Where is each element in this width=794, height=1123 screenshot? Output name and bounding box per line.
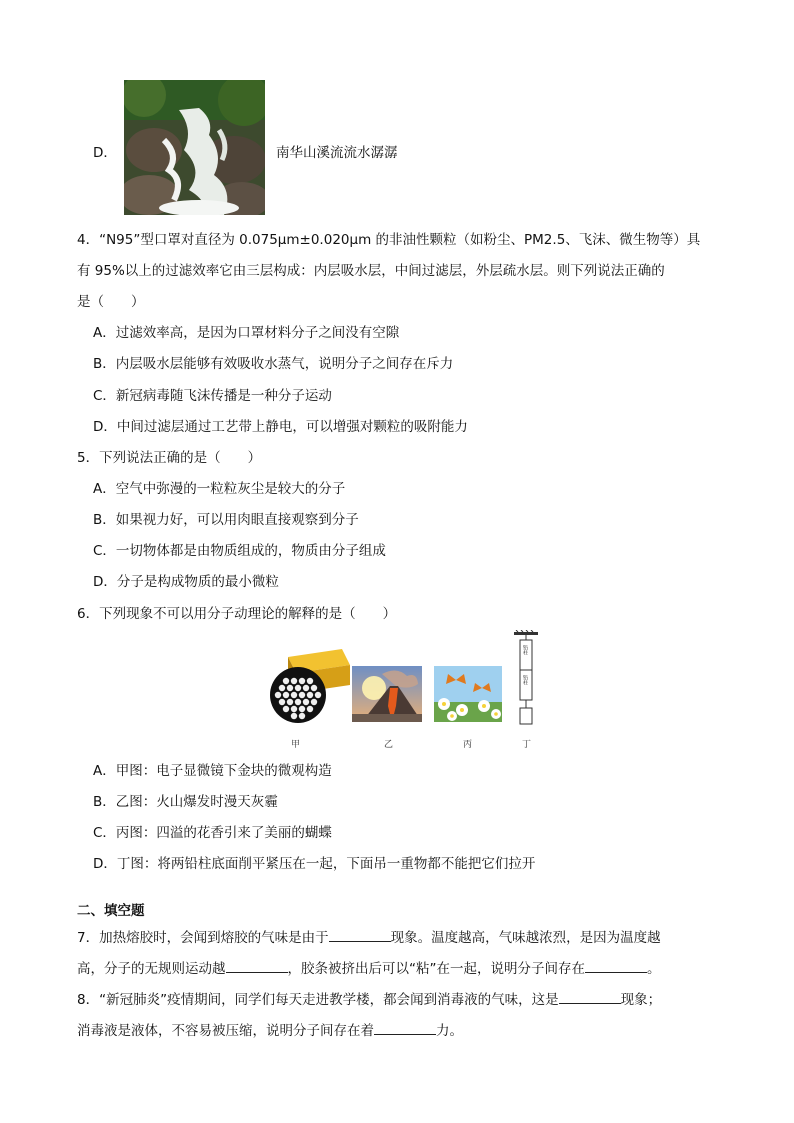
figure-label-bing: 丙	[463, 740, 473, 750]
q5-option-d: D．分子是构成物质的最小微粒	[93, 574, 279, 590]
gold-microstructure-figure	[268, 645, 352, 725]
q8-text-3: 消毒液是液体，不容易被压缩，说明分子间存在着	[77, 1023, 374, 1039]
q7-text-2: 现象。温度越高，气味越浓烈，是因为温度越	[390, 930, 661, 946]
q8-blank-2[interactable]	[374, 1022, 436, 1035]
flowers-butterflies-figure	[434, 666, 502, 722]
q5-option-b: B．如果视力好，可以用肉眼直接观察到分子	[93, 512, 359, 528]
stream-photo	[124, 80, 265, 215]
q4-option-b: B．内层吸水层能够有效吸收水蒸气，说明分子之间存在斥力	[93, 356, 454, 372]
q7-blank-1[interactable]	[329, 929, 391, 942]
q3-option-d-caption: 南华山溪流流水潺潺	[276, 145, 398, 161]
q6-option-c: C．丙图：四溢的花香引来了美丽的蝴蝶	[93, 825, 332, 841]
q6-stem: 6．下列现象不可以用分子动理论的解释的是（ ）	[77, 606, 397, 622]
figure-label-jia: 甲	[291, 740, 301, 750]
q6-option-b: B．乙图：火山爆发时漫天灰霾	[93, 794, 278, 810]
q8-text-4: 力。	[436, 1023, 463, 1039]
q5-stem: 5．下列说法正确的是（ ）	[77, 450, 262, 466]
section-title-fill-blank: 二、填空题	[77, 903, 145, 919]
q7-blank-3[interactable]	[585, 960, 647, 973]
volcano-figure	[352, 666, 422, 722]
q7-blank-2[interactable]	[226, 960, 288, 973]
q7-text-3: 高，分子的无规则运动越	[77, 961, 226, 977]
q8-text-1: 8．“新冠肺炎”疫情期间，同学们每天走进教学楼，都会闻到消毒液的气味，这是	[77, 992, 559, 1008]
q7-line1	[77, 926, 661, 946]
q4-stem-line2: 有 95%以上的过滤效率它由三层构成：内层吸水层，中间过滤层，外层疏水层。则下列说法正确的	[77, 263, 665, 279]
q5-option-a: A．空气中弥漫的一粒粒灰尘是较大的分子	[93, 481, 346, 497]
q8-text-2: 现象；	[620, 992, 662, 1008]
lead-cylinder-top-label: 铅柱	[522, 645, 528, 655]
q8-line2	[77, 1019, 463, 1039]
q4-stem-line1: 4．“N95”型口罩对直径为 0.075μm±0.020μm 的非油性颗粒（如粉尘、PM2.5、飞沫、微生物等）具	[77, 232, 701, 248]
q6-option-a: A．甲图：电子显微镜下金块的微观构造	[93, 763, 332, 779]
q7-text-5: 。	[647, 961, 661, 977]
q4-option-c: C．新冠病毒随飞沫传播是一种分子运动	[93, 388, 332, 404]
q4-stem-line3: 是（ ）	[77, 294, 145, 310]
q6-option-d: D．丁图：将两铅柱底面削平紧压在一起，下面吊一重物都不能把它们拉开	[93, 856, 536, 872]
q7-text-4: ，胶条被挤出后可以“粘”在一起，说明分子间存在	[287, 961, 585, 977]
figure-label-ding: 丁	[522, 740, 532, 750]
q5-option-c: C．一切物体都是由物质组成的，物质由分子组成	[93, 543, 386, 559]
q4-option-a: A．过滤效率高，是因为口罩材料分子之间没有空隙	[93, 325, 400, 341]
q7-line2	[77, 957, 661, 977]
figure-label-yi: 乙	[384, 740, 394, 750]
q7-text-1: 7．加热熔胶时，会闻到熔胶的气味是由于	[77, 930, 329, 946]
lead-cylinders-figure	[512, 630, 540, 728]
lead-cylinder-bottom-label: 铅柱	[522, 675, 528, 685]
q8-blank-1[interactable]	[559, 991, 621, 1004]
q4-option-d: D．中间过滤层通过工艺带上静电，可以增强对颗粒的吸附能力	[93, 419, 468, 435]
q8-line1	[77, 988, 661, 1008]
q3-option-d-label: D．	[93, 145, 117, 161]
